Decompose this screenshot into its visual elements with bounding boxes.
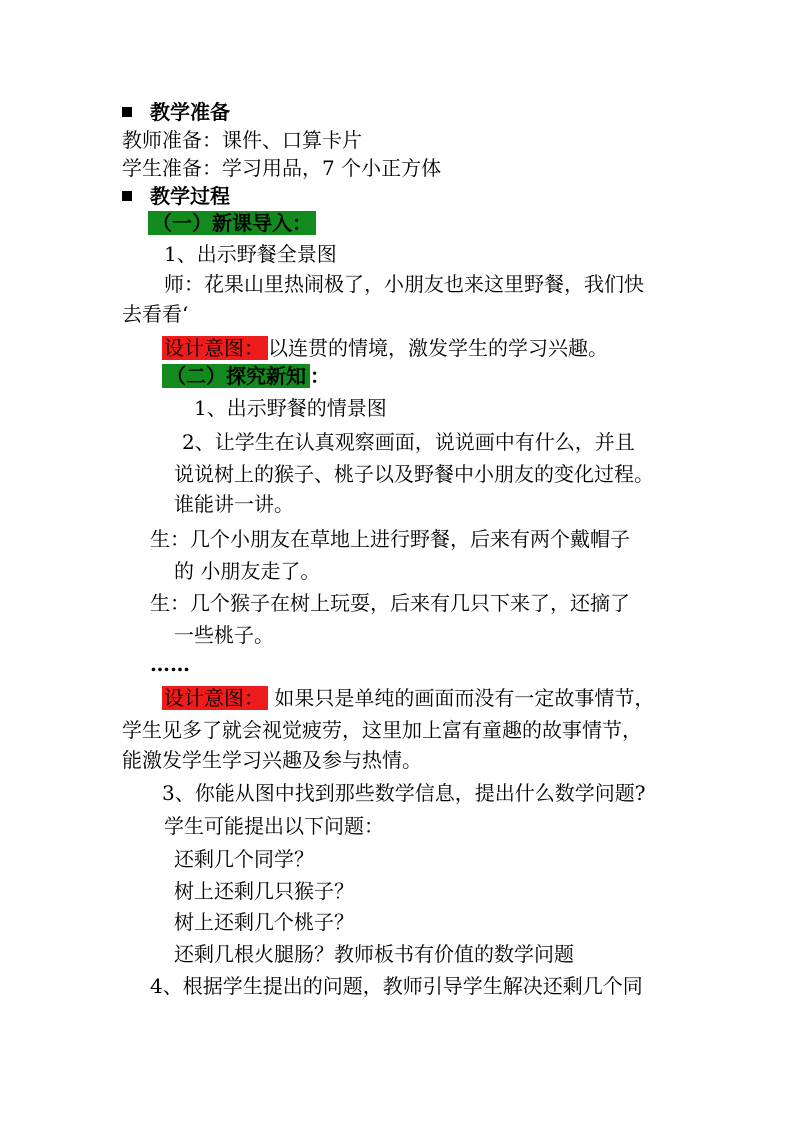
teacher-line: 师：花果山里热闹极了，小朋友也来这里野餐，我们快	[164, 272, 644, 296]
question-monkeys: 树上还剩几只猴子？	[174, 879, 354, 903]
highlight-green: （二）探究新知	[162, 364, 310, 388]
design-intent-2-cont: 学生见多了就会视觉疲劳，这里加上富有童趣的故事情节，	[122, 718, 642, 742]
design-intent-2-end: 能激发学生学习兴趣及参与热情。	[122, 748, 422, 772]
subheading-intro	[148, 209, 316, 237]
possible-questions-intro: 学生可能提出以下问题：	[164, 814, 384, 838]
question-peaches: 树上还剩几个桃子？	[174, 910, 354, 934]
step-2-observe-end: 谁能讲一讲。	[174, 492, 294, 516]
student-answer-1: 生：几个小朋友在草地上进行野餐，后来有两个戴帽子	[150, 527, 630, 551]
section-heading-process: 教学过程	[122, 182, 230, 210]
step-1-panorama: 1、出示野餐全景图	[164, 242, 337, 266]
student-preparation: 学生准备：学习用品，7 个小正方体	[122, 156, 442, 180]
question-sausages: 还剩几根火腿肠？教师板书有价值的数学问题	[174, 942, 574, 966]
ellipsis: ……	[150, 652, 190, 676]
student-answer-2-cont: 一些桃子。	[174, 623, 274, 647]
highlight-red: 设计意图：	[162, 686, 268, 710]
teacher-line-cont: 去看看‘	[122, 302, 189, 326]
highlight-red: 设计意图：	[162, 336, 268, 360]
step-1-scene: 1、出示野餐的情景图	[194, 396, 387, 420]
design-intent-1: 设计意图： 以连贯的情境，激发学生的学习兴趣。	[164, 336, 608, 360]
student-answer-2: 生：几个猴子在树上玩耍，后来有几只下来了，还摘了	[150, 591, 630, 615]
step-2-observe: 2、让学生在认真观察画面，说说画中有什么，并且	[182, 430, 635, 454]
question-students: 还剩几个同学？	[174, 847, 314, 871]
step-2-observe-cont: 说说树上的猴子、桃子以及野餐中小朋友的变化过程。	[174, 462, 654, 486]
student-answer-1-cont: 的 小朋友走了。	[174, 559, 321, 583]
design-intent-2: 设计意图： 如果只是单纯的画面而没有一定故事情节，	[164, 686, 655, 710]
subheading-explore: （二）探究新知 ：	[162, 362, 330, 390]
section-heading-preparation: 教学准备	[122, 98, 230, 126]
step-4-solve: 4、根据学生提出的问题，教师引导学生解决还剩几个同	[150, 974, 643, 998]
square-bullet-icon	[122, 107, 132, 117]
step-3-question: 3、你能从图中找到那些数学信息，提出什么数学问题?	[162, 781, 646, 805]
highlight-green: （一）新课导入：	[148, 211, 316, 235]
teacher-preparation: 教师准备：课件、口算卡片	[122, 128, 362, 152]
square-bullet-icon	[122, 191, 132, 201]
